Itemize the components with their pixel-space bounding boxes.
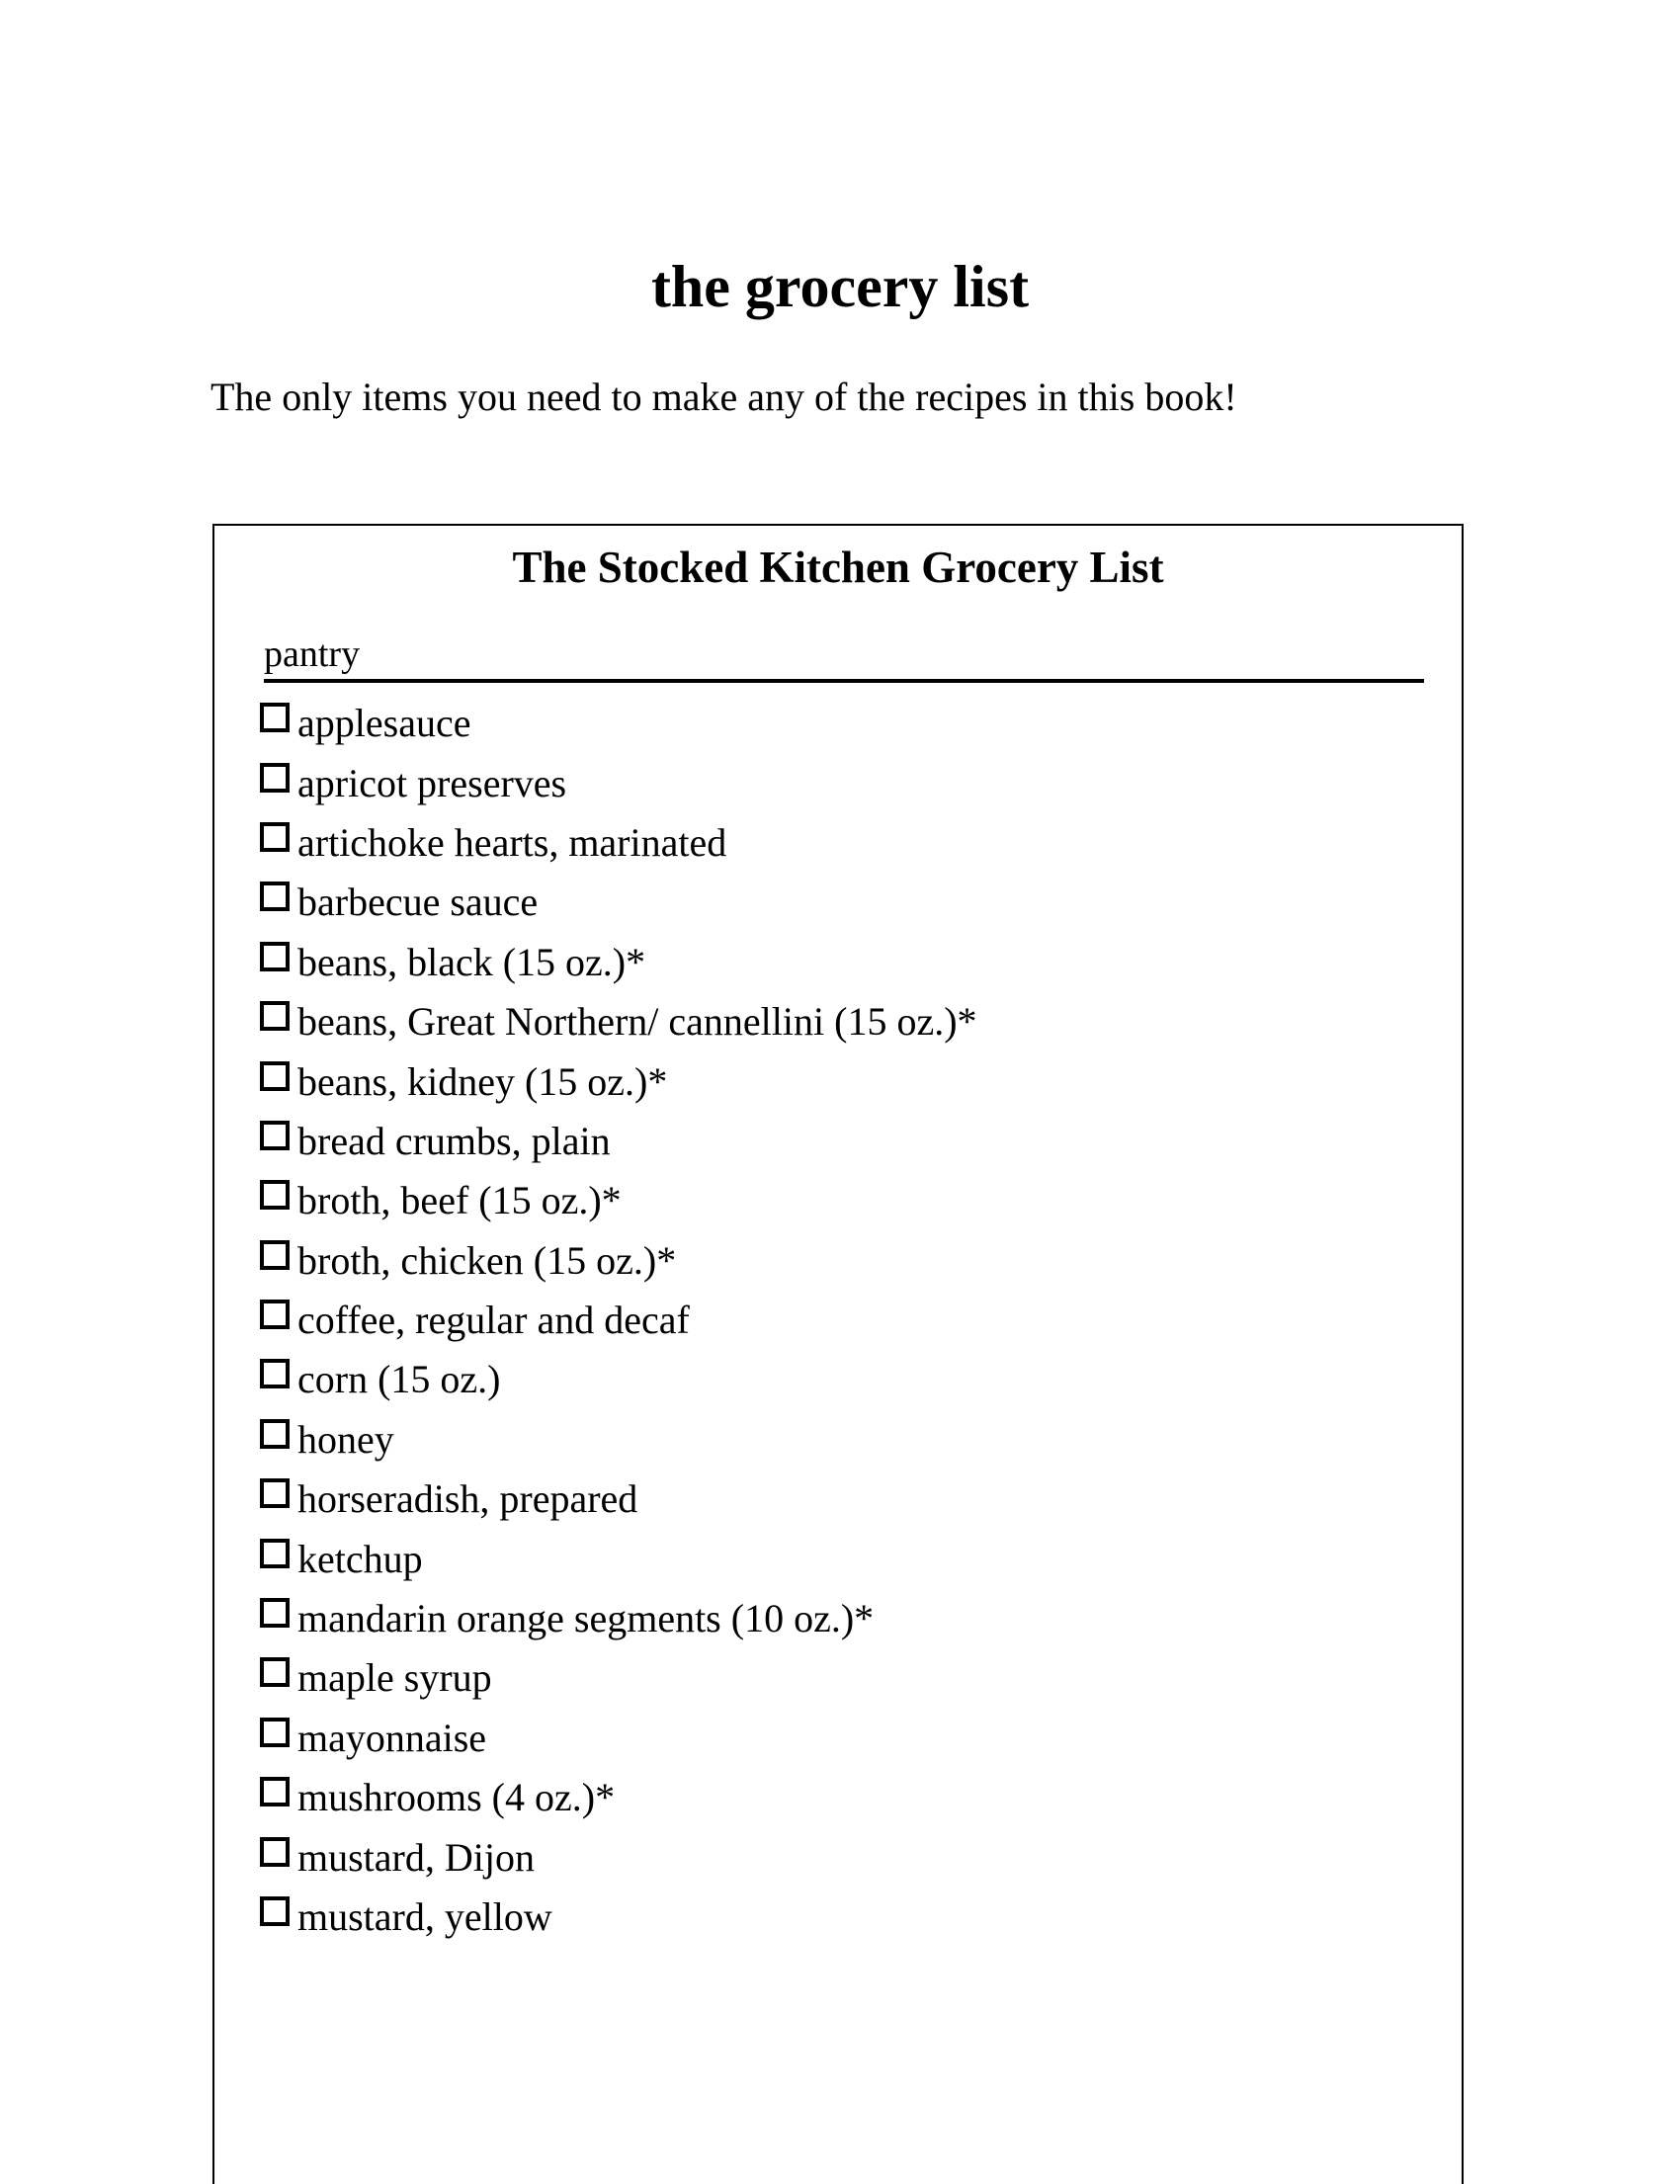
section-header-pantry (264, 620, 1424, 683)
list-item (260, 1171, 977, 1230)
section-label: pantry (264, 633, 361, 675)
list-item (260, 1112, 977, 1171)
checkbox[interactable] (260, 822, 290, 852)
grocery-list-box (212, 524, 1464, 2184)
list-item (260, 753, 977, 812)
checkbox[interactable] (260, 942, 290, 971)
list-item (260, 1589, 977, 1648)
item-label: artichoke hearts, marinated (297, 819, 727, 865)
list-item (260, 694, 977, 753)
item-label: beans, kidney (15 oz.)* (297, 1058, 668, 1104)
list-item (260, 1410, 977, 1470)
list-item (260, 1709, 977, 1768)
checkbox[interactable] (260, 1359, 290, 1388)
checkbox[interactable] (260, 1539, 290, 1568)
checkbox[interactable] (260, 1657, 290, 1687)
list-item (260, 992, 977, 1051)
list-item (260, 1350, 977, 1409)
item-label: ketchup (297, 1536, 423, 1581)
item-label: mushrooms (4 oz.)* (297, 1775, 616, 1820)
pantry-items-list (260, 694, 977, 1947)
list-item (260, 873, 977, 932)
item-label: honey (297, 1416, 394, 1462)
list-item (260, 1470, 977, 1529)
intro-text: The only items you need to make any of the recipes in this book! (210, 375, 1237, 419)
item-label: mustard, Dijon (297, 1834, 535, 1880)
list-item (260, 1291, 977, 1350)
list-item (260, 813, 977, 873)
checkbox[interactable] (260, 1180, 290, 1210)
list-item (260, 1827, 977, 1887)
checkbox[interactable] (260, 1837, 290, 1867)
item-label: broth, chicken (15 oz.)* (297, 1237, 677, 1283)
item-label: applesauce (297, 701, 471, 746)
checkbox[interactable] (260, 1777, 290, 1806)
checkbox[interactable] (260, 763, 290, 793)
list-item (260, 1888, 977, 1947)
item-label: apricot preserves (297, 760, 567, 805)
item-label: bread crumbs, plain (297, 1118, 611, 1163)
item-label: beans, Great Northern/ cannellini (15 oz.)* (297, 999, 977, 1045)
checkbox[interactable] (260, 1419, 290, 1449)
list-item (260, 1529, 977, 1588)
item-label: mandarin orange segments (10 oz.)* (297, 1596, 875, 1641)
checkbox[interactable] (260, 882, 290, 911)
checkbox[interactable] (260, 703, 290, 732)
item-label: maple syrup (297, 1655, 492, 1701)
list-item (260, 1648, 977, 1708)
item-label: mayonnaise (297, 1715, 487, 1760)
list-item (260, 1768, 977, 1827)
item-label: beans, black (15 oz.)* (297, 939, 646, 984)
item-label: broth, beef (15 oz.)* (297, 1178, 622, 1223)
checkbox[interactable] (260, 1896, 290, 1926)
checkbox[interactable] (260, 1001, 290, 1031)
list-item (260, 933, 977, 992)
list-item (260, 1051, 977, 1111)
item-label: mustard, yellow (297, 1894, 552, 1939)
checkbox[interactable] (260, 1478, 290, 1508)
checkbox[interactable] (260, 1598, 290, 1628)
checkbox[interactable] (260, 1121, 290, 1150)
item-label: coffee, regular and decaf (297, 1298, 690, 1343)
checkbox[interactable] (260, 1718, 290, 1747)
checkbox[interactable] (260, 1240, 290, 1270)
item-label: barbecue sauce (297, 880, 539, 925)
grocery-list-title: The Stocked Kitchen Grocery List (512, 543, 1164, 592)
item-label: horseradish, prepared (297, 1476, 638, 1522)
list-item (260, 1231, 977, 1291)
checkbox[interactable] (260, 1061, 290, 1091)
checkbox[interactable] (260, 1300, 290, 1329)
item-label: corn (15 oz.) (297, 1357, 501, 1402)
page-title: the grocery list (650, 254, 1030, 319)
